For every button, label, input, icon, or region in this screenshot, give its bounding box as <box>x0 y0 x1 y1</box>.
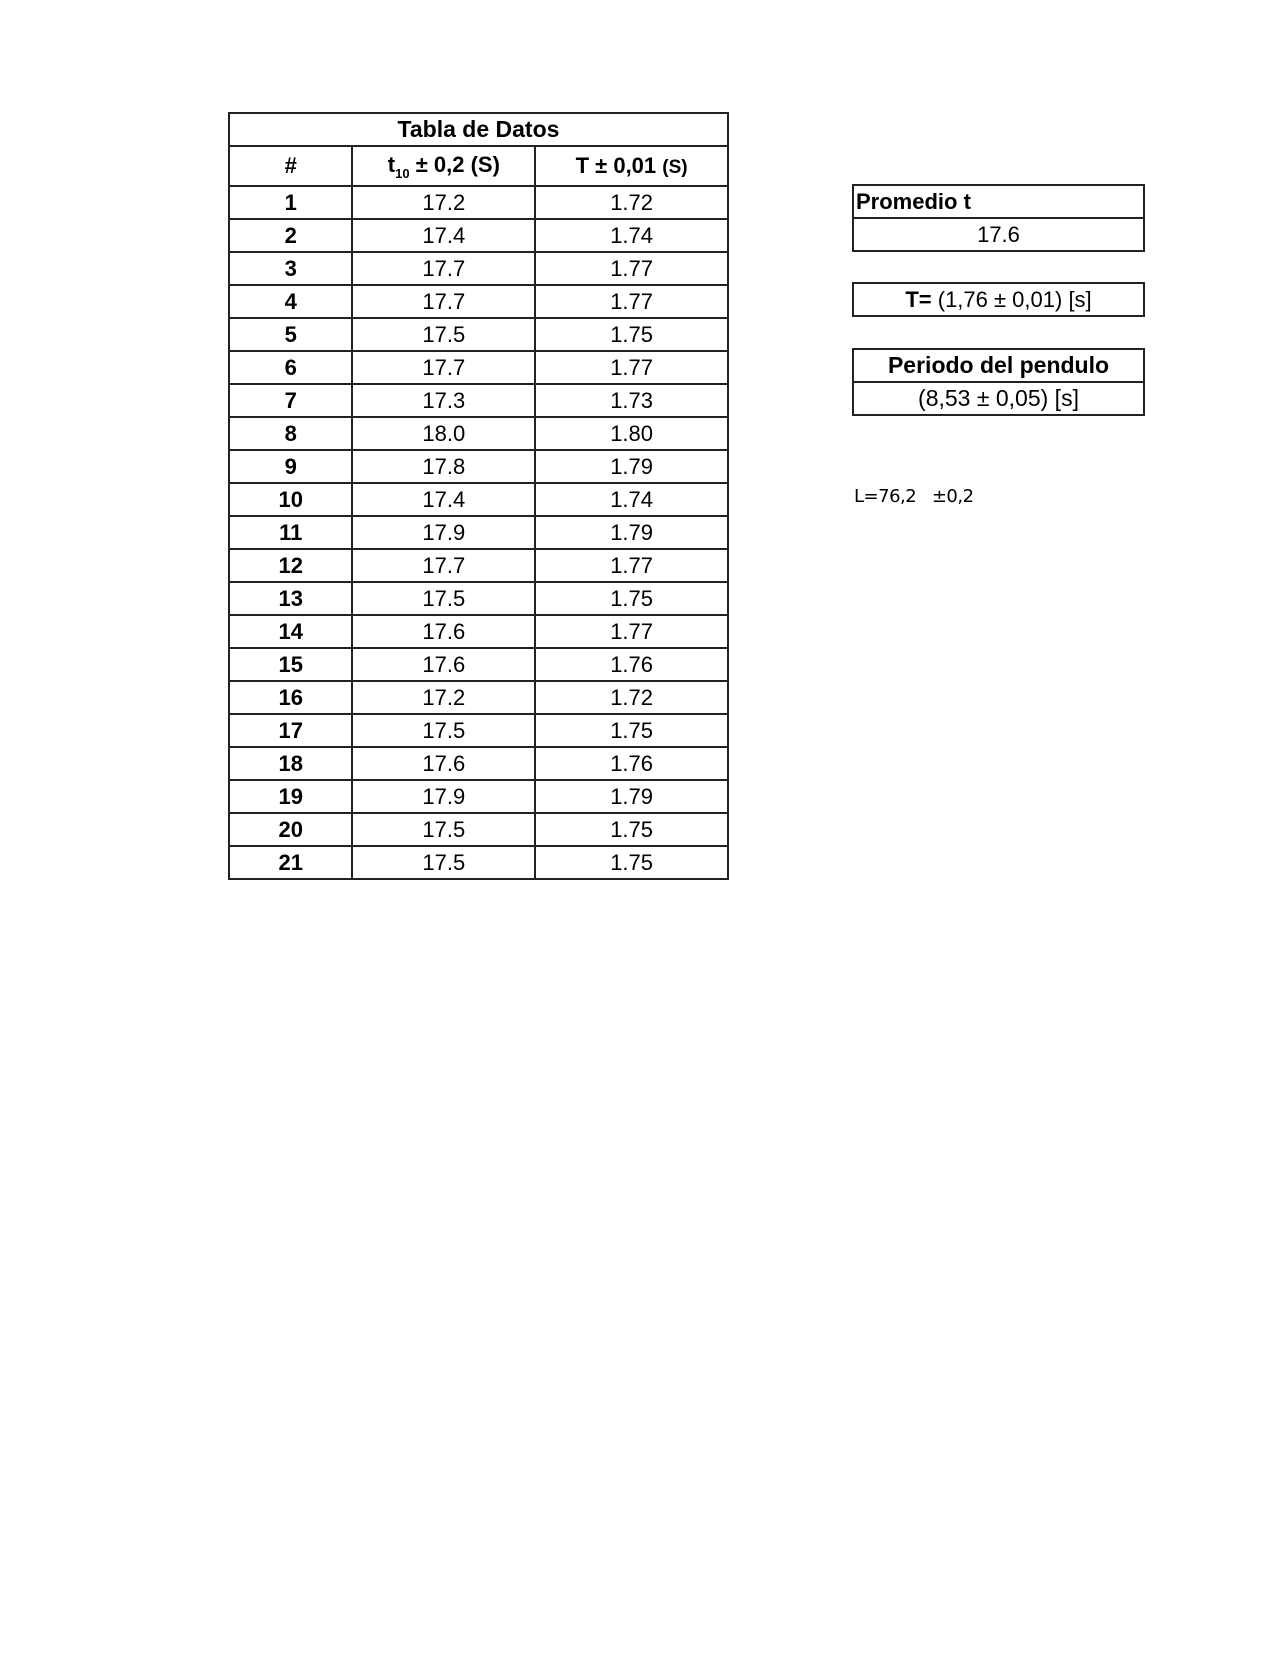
table-row <box>229 450 728 483</box>
row-period-value: 1.77 <box>535 285 728 318</box>
row-period-value: 1.80 <box>535 417 728 450</box>
column-header-period <box>535 146 728 186</box>
table-row <box>229 417 728 450</box>
table-row <box>229 780 728 813</box>
row-number: 17 <box>229 714 352 747</box>
row-period-value: 1.79 <box>535 780 728 813</box>
period-header-main: T ± 0,01 <box>575 153 663 178</box>
row-period-value: 1.77 <box>535 615 728 648</box>
row-number: 5 <box>229 318 352 351</box>
row-period-value: 1.74 <box>535 483 728 516</box>
table-row <box>229 846 728 879</box>
row-t10-value: 17.5 <box>352 714 535 747</box>
row-t10-value: 17.5 <box>352 813 535 846</box>
row-period-value: 1.77 <box>535 549 728 582</box>
row-t10-value: 17.6 <box>352 747 535 780</box>
row-period-value: 1.74 <box>535 219 728 252</box>
table-row <box>229 483 728 516</box>
row-number: 13 <box>229 582 352 615</box>
row-t10-value: 17.4 <box>352 483 535 516</box>
row-number: 21 <box>229 846 352 879</box>
row-period-value: 1.79 <box>535 450 728 483</box>
row-t10-value: 17.4 <box>352 219 535 252</box>
pendulum-period-box <box>852 348 1145 416</box>
table-row <box>229 648 728 681</box>
t10-subscript: 10 <box>395 165 410 181</box>
table-header-row <box>229 146 728 186</box>
period-result-box <box>852 282 1145 317</box>
column-header-number: # <box>229 146 352 186</box>
row-number: 15 <box>229 648 352 681</box>
table-row <box>229 615 728 648</box>
column-header-t10 <box>352 146 535 186</box>
row-number: 6 <box>229 351 352 384</box>
period-result-value: (1,76 ± 0,01) [s] <box>931 286 1092 312</box>
table-title: Tabla de Datos <box>229 113 728 146</box>
row-t10-value: 17.9 <box>352 780 535 813</box>
row-number: 20 <box>229 813 352 846</box>
table-row <box>229 351 728 384</box>
table-row <box>229 747 728 780</box>
row-period-value: 1.72 <box>535 681 728 714</box>
table-row <box>229 813 728 846</box>
row-t10-value: 17.7 <box>352 252 535 285</box>
row-period-value: 1.76 <box>535 747 728 780</box>
row-number: 12 <box>229 549 352 582</box>
data-table <box>228 112 729 880</box>
row-number: 3 <box>229 252 352 285</box>
table-row <box>229 285 728 318</box>
table-row <box>229 582 728 615</box>
row-number: 19 <box>229 780 352 813</box>
t10-symbol: t <box>387 151 396 177</box>
row-number: 14 <box>229 615 352 648</box>
row-t10-value: 17.2 <box>352 186 535 219</box>
row-t10-value: 17.7 <box>352 549 535 582</box>
average-box <box>852 184 1145 252</box>
table-row <box>229 219 728 252</box>
row-number: 8 <box>229 417 352 450</box>
average-title: Promedio t <box>853 185 1144 218</box>
period-header-unit: (S) <box>662 157 688 178</box>
row-period-value: 1.77 <box>535 252 728 285</box>
row-t10-value: 18.0 <box>352 417 535 450</box>
row-number: 10 <box>229 483 352 516</box>
row-period-value: 1.76 <box>535 648 728 681</box>
row-t10-value: 17.6 <box>352 615 535 648</box>
row-t10-value: 17.5 <box>352 582 535 615</box>
row-number: 4 <box>229 285 352 318</box>
row-period-value: 1.75 <box>535 318 728 351</box>
t10-uncertainty: ± 0,2 (S) <box>409 151 500 177</box>
period-result-label: T= <box>905 286 932 312</box>
row-period-value: 1.75 <box>535 846 728 879</box>
table-row <box>229 549 728 582</box>
row-number: 1 <box>229 186 352 219</box>
row-t10-value: 17.6 <box>352 648 535 681</box>
average-value: 17.6 <box>853 218 1144 251</box>
row-number: 16 <box>229 681 352 714</box>
row-t10-value: 17.7 <box>352 285 535 318</box>
row-period-value: 1.75 <box>535 714 728 747</box>
row-t10-value: 17.7 <box>352 351 535 384</box>
pendulum-period-value: (8,53 ± 0,05) [s] <box>853 382 1144 415</box>
row-t10-value: 17.5 <box>352 318 535 351</box>
table-row <box>229 384 728 417</box>
row-number: 18 <box>229 747 352 780</box>
length-note: L=76,2 ±0,2 <box>854 486 974 507</box>
table-row <box>229 714 728 747</box>
row-t10-value: 17.9 <box>352 516 535 549</box>
row-t10-value: 17.5 <box>352 846 535 879</box>
row-period-value: 1.75 <box>535 582 728 615</box>
row-number: 11 <box>229 516 352 549</box>
period-result <box>853 283 1144 316</box>
pendulum-period-title: Periodo del pendulo <box>853 349 1144 382</box>
row-t10-value: 17.2 <box>352 681 535 714</box>
row-number: 2 <box>229 219 352 252</box>
table-body <box>229 186 728 879</box>
table-row <box>229 186 728 219</box>
row-t10-value: 17.8 <box>352 450 535 483</box>
row-period-value: 1.79 <box>535 516 728 549</box>
row-period-value: 1.73 <box>535 384 728 417</box>
row-period-value: 1.72 <box>535 186 728 219</box>
row-number: 7 <box>229 384 352 417</box>
row-number: 9 <box>229 450 352 483</box>
row-period-value: 1.77 <box>535 351 728 384</box>
row-t10-value: 17.3 <box>352 384 535 417</box>
table-row <box>229 681 728 714</box>
table-row <box>229 516 728 549</box>
table-row <box>229 252 728 285</box>
row-period-value: 1.75 <box>535 813 728 846</box>
table-row <box>229 318 728 351</box>
